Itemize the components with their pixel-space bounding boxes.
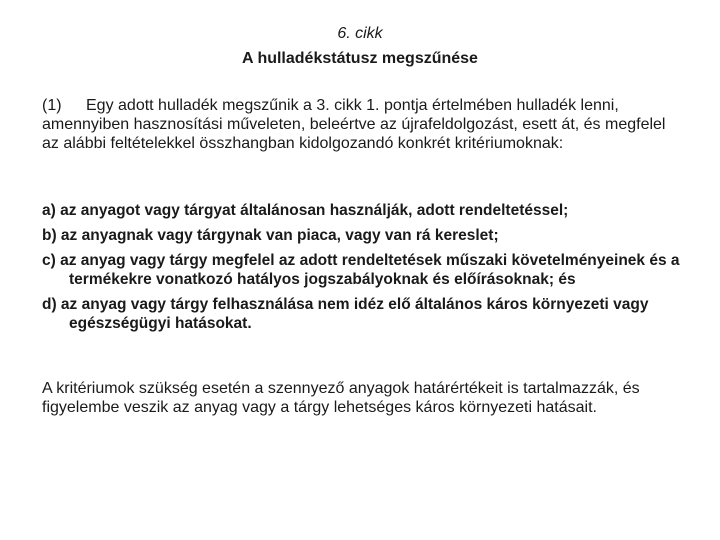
criterion-d: d) az anyag vagy tárgy felhasználása nem idéz elő általános káros környezeti vagy egészségügyi hatásokat. — [42, 296, 649, 332]
article-number: 6. cikk — [337, 25, 383, 42]
paragraph-number: (1) — [42, 97, 62, 114]
intro-text: Egy adott hulladék megszűnik a 3. cikk 1. pontja értelmében hulladék lenni, amennyiben hasznosítási műveleten, beleértve az újrafeldolgozást, esett át, és megfelel az alábbi feltételekkel összhangban kidolgozandó konkrét kritériumoknak: — [42, 97, 666, 152]
intro-paragraph — [42, 96, 682, 153]
criterion-a: a) az anyagot vagy tárgyat általánosan használják, adott rendeltetéssel; — [42, 202, 569, 219]
criterion-c: c) az anyag vagy tárgy megfelel az adott rendeltetések műszaki követelményeinek és a termékekre vonatkozó hatályos jogszabályoknak és előírásoknak; és — [42, 252, 680, 288]
closing-paragraph: A kritériumok szükség esetén a szennyező anyagok határértékeit is tartalmazzák, és figyelembe veszik az anyag vagy a tárgy lehetséges káros környezeti hatásait. — [42, 380, 640, 416]
criterion-b: b) az anyagnak vagy tárgynak van piaca, vagy van rá kereslet; — [42, 227, 499, 244]
article-title: A hulladékstátusz megszűnése — [242, 50, 478, 67]
criteria-list — [42, 201, 692, 339]
